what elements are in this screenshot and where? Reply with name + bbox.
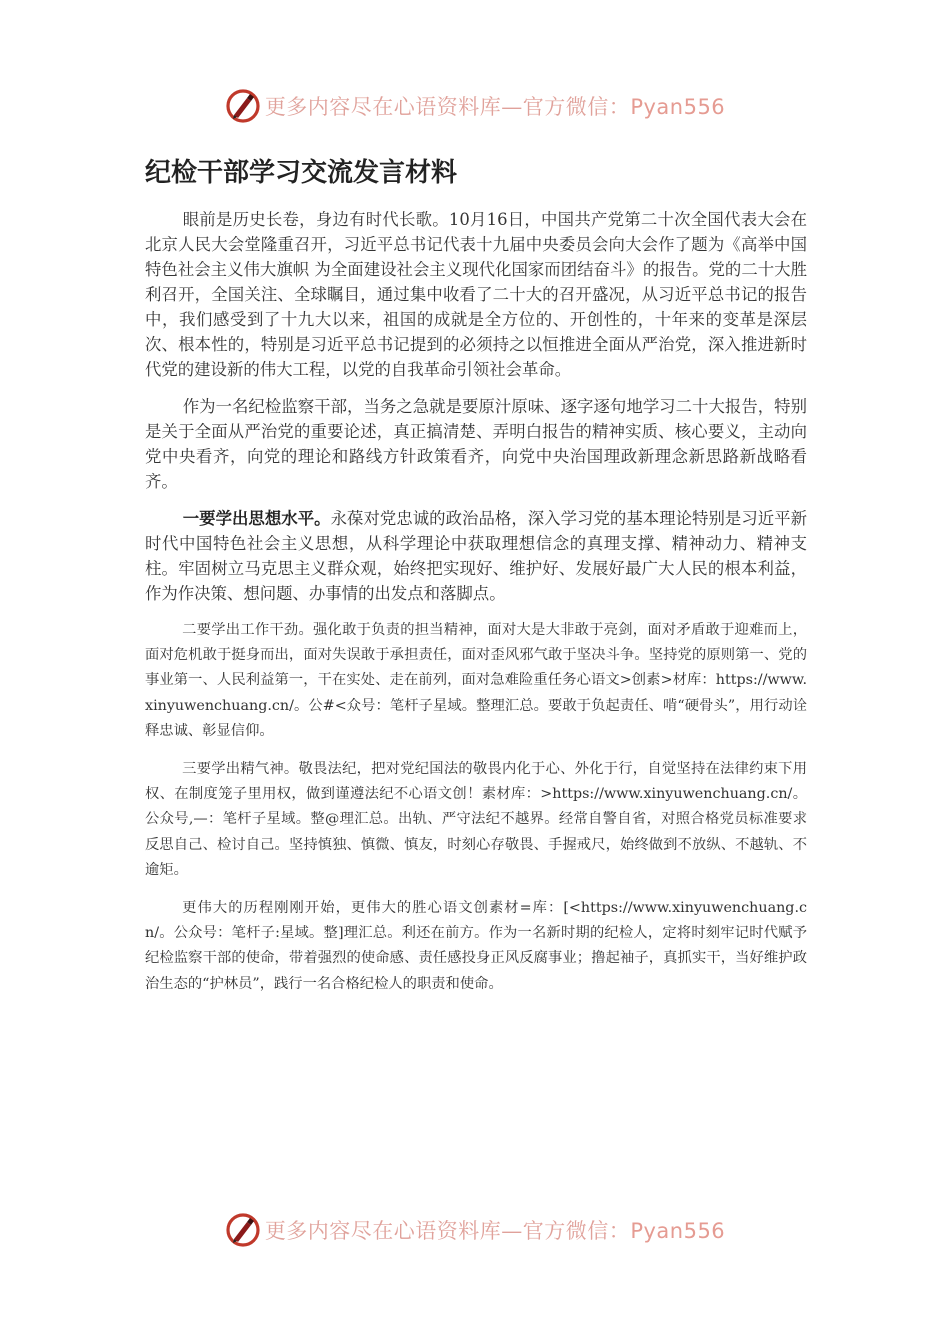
point-1-body: 永葆对党忠诚的政治品格，深入学习党的基本理论特别是习近平新时代中国特色社会主义思想，从科学理论中获取理想信念的真理支撑、精神动力、精神支柱。牢固树立马克思主义群众观，始终把实现好、维护好、发展好最广大人民的根本利益，作为作决策、想问题、办事情的出发点和落脚点。: [145, 509, 808, 603]
pen-logo-icon: [225, 88, 261, 124]
pen-logo-icon: [225, 1212, 261, 1248]
paragraph-closing: 更伟大的历程刚刚开始，更伟大的胜心语文创素材=库：[<https://www.xinyuwenchuang.cn/。公众号：笔杆子:星域。整]理汇总。利还在前方。作为一名新时期的纪检人，定将时刻牢记时代赋予纪检监察干部的使命，带着强烈的使命感、责任感投身正风反腐事业；撸起袖子，真抓实干，当好维护政治生态的“护林员”，践行一名合格纪检人的职责和使命。: [145, 900, 807, 992]
document-body: [145, 207, 807, 1010]
paragraph-point-1: [145, 506, 807, 606]
header-banner-text: 更多内容尽在心语资料库—官方微信：Pyan556: [264, 95, 726, 119]
paragraph-point-2: 二要学出工作干劲。强化敢于负责的担当精神，面对大是大非敢于亮剑，面对矛盾敢于迎难而上，面对危机敢于挺身而出，面对失误敢于承担责任，面对歪风邪气敢于坚决斗争。坚持党的原则第一、党的事业第一、人民利益第一，干在实处、走在前列，面对急难险重任务心语文>创素>材库：https://www.xinyuwenchuang.cn/。公#<众号：笔杆子星域。整理汇总。要敢于负起责任、啃“硬骨头”，用行动诠释忠诚、彰显信仰。: [145, 622, 807, 739]
paragraph-intro: 眼前是历史长卷，身边有时代长歌。10月16日，中国共产党第二十次全国代表大会在北京人民大会堂隆重召开，习近平总书记代表十九届中央委员会向大会作了题为《高举中国特色社会主义伟大旗帜 为全面建设社会主义现代化国家而团结奋斗》的报告。党的二十大胜利召开，全国关注、全球瞩目，通过集中收看了二十大的召开盛况，从习近平总书记的报告中，我们感受到了十九大以来，祖国的成就是全方位的、开创性的，十年来的变革是深层次、根本性的，特别是习近平总书记提到的必须持之以恒推进全面从严治党，深入推进新时代党的建设新的伟大工程，以党的自我革命引领社会革命。: [145, 210, 807, 379]
footer-banner: [0, 1208, 950, 1252]
footer-banner-text: 更多内容尽在心语资料库—官方微信：Pyan556: [264, 1219, 726, 1243]
document-title: 纪检干部学习交流发言材料: [145, 158, 458, 188]
point-1-lead: 一要学出思想水平。: [182, 509, 331, 528]
paragraph-point-3: 三要学出精气神。敬畏法纪，把对党纪国法的敬畏内化于心、外化于行，自觉坚持在法律约束下用权、在制度笼子里用权，做到谨遵法纪不心语文创！素材库：>https://www.xinyuwenchuang.cn/。公众号,—：笔杆子星域。整@理汇总。出轨、严守法纪不越界。经常自警自省，对照合格党员标准要求反思自己、检讨自己。坚持慎独、慎微、慎友，时刻心存敬畏、手握戒尺，始终做到不放纵、不越轨、不逾矩。: [145, 761, 807, 878]
header-wechat-id: Pyan556: [630, 95, 726, 119]
header-banner: [0, 84, 950, 128]
paragraph-duty: 作为一名纪检监察干部，当务之急就是要原汁原味、逐字逐句地学习二十大报告，特别是关于全面从严治党的重要论述，真正搞清楚、弄明白报告的精神实质、核心要义，主动向党中央看齐，向党的理论和路线方针政策看齐，向党中央治国理政新理念新思路新战略看齐。: [145, 397, 807, 491]
footer-wechat-id: Pyan556: [630, 1219, 726, 1243]
